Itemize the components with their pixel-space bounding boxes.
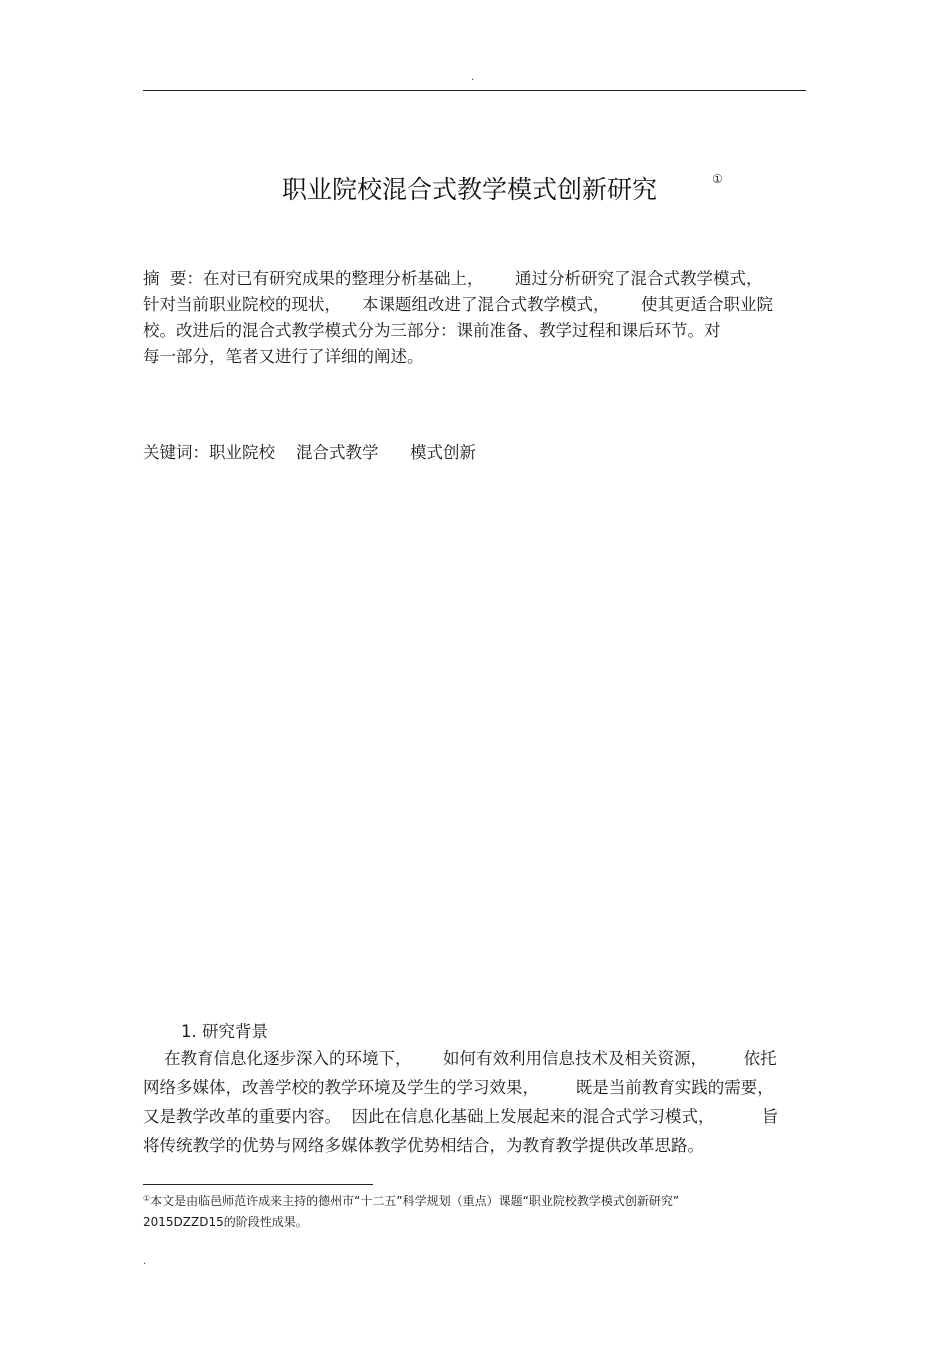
header-rule: [143, 90, 806, 91]
section-heading-background: 1. 研究背景: [181, 1022, 268, 1041]
abstract-line-4: 每一部分，笔者又进行了详细的阐述。: [143, 347, 424, 366]
paragraph-line-2: 网络多媒体，改善学校的教学环境及学生的学习效果， 既是当前教育实践的需要，: [143, 1078, 774, 1097]
title-footnote-mark: ①: [712, 172, 723, 186]
header-dot: .: [471, 72, 475, 83]
footnote-text-1: 本文是由临邑师范许成来主持的德州市“十二五”科学规划（重点）课题“职业院校教学模式创新研究”: [150, 1194, 680, 1208]
paragraph-line-4: 将传统教学的优势与网络多媒体教学优势相结合，为教育教学提供改革思路。: [143, 1136, 704, 1155]
abstract-line-2: 针对当前职业院校的现状， 本课题组改进了混合式教学模式， 使其更适合职业院: [143, 295, 773, 314]
footnote-line-1: [143, 1193, 679, 1209]
keywords: 关键词：职业院校 混合式教学 模式创新: [143, 443, 476, 462]
footnote-rule: [143, 1184, 373, 1185]
abstract-line-1: 摘 要：在对已有研究成果的整理分析基础上， 通过分析研究了混合式教学模式，: [143, 269, 763, 288]
paragraph-line-1: 在教育信息化逐步深入的环境下， 如何有效利用信息技术及相关资源， 依托: [143, 1049, 777, 1068]
footnote-line-2: 2015DZZD15的阶段性成果。: [143, 1215, 308, 1229]
paragraph-line-3: 又是教学改革的重要内容。 因此在信息化基础上发展起来的混合式学习模式， 旨: [143, 1107, 779, 1126]
document-title: 职业院校混合式教学模式创新研究: [282, 175, 658, 204]
abstract-line-3: 校。改进后的混合式教学模式分为三部分：课前准备、教学过程和课后环节。对: [143, 321, 721, 340]
footnote-mark: ①: [143, 1194, 151, 1203]
footer-dot: .: [143, 1256, 147, 1267]
